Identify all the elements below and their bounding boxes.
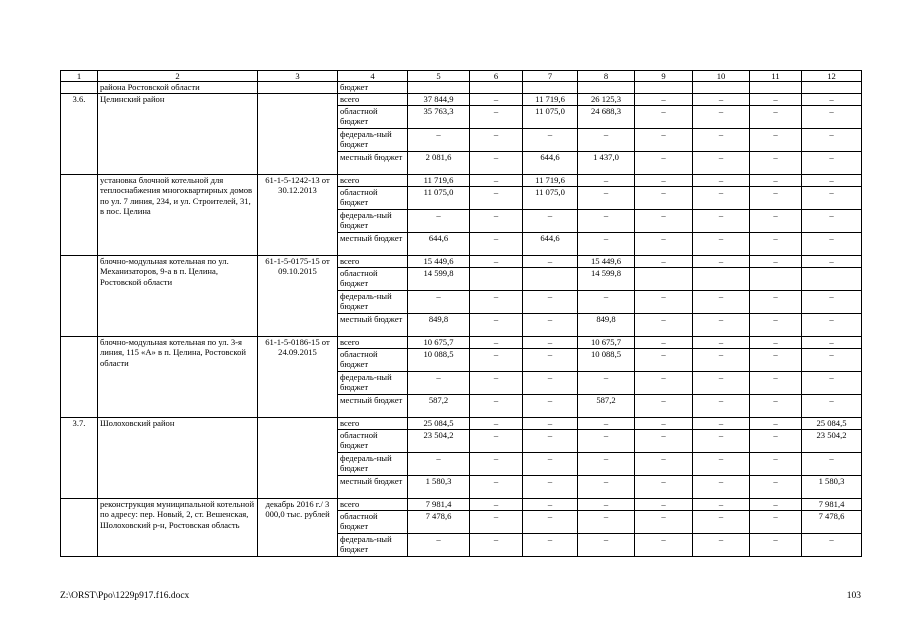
value-cell [693, 268, 750, 291]
value-cell: – [693, 534, 750, 557]
funding-source-cell: всего [338, 418, 408, 430]
value-cell: – [750, 94, 802, 106]
value-cell: 10 088,5 [408, 349, 470, 372]
value-cell: – [693, 430, 750, 453]
column-header: 12 [802, 71, 862, 82]
value-cell: – [750, 349, 802, 372]
value-cell: – [635, 372, 693, 395]
value-cell: – [802, 129, 862, 152]
value-cell: – [750, 372, 802, 395]
value-cell: – [802, 210, 862, 233]
value-cell: – [523, 395, 578, 418]
funding-source-cell: всего [338, 175, 408, 187]
value-cell: – [578, 233, 635, 256]
object-name-cell: района Ростовской области [98, 82, 258, 94]
funding-source-cell: местный бюджет [338, 476, 408, 499]
value-cell: – [523, 314, 578, 337]
value-cell: – [635, 152, 693, 175]
value-cell: 11 719,6 [408, 175, 470, 187]
object-name-cell: блочно-модульная котельная по ул. 3-я линия, 115 «А» в п. Целина, Ростовской области [98, 337, 258, 418]
funding-source-cell: местный бюджет [338, 395, 408, 418]
value-cell: 35 763,3 [408, 106, 470, 129]
value-cell: – [802, 175, 862, 187]
funding-source-cell: федераль-ный бюджет [338, 291, 408, 314]
document-cell: 61-1-5-1242-13 от 30.12.2013 [258, 175, 338, 256]
funding-source-cell: областной бюджет [338, 430, 408, 453]
value-cell: – [693, 175, 750, 187]
column-header: 4 [338, 71, 408, 82]
value-cell: – [693, 349, 750, 372]
value-cell: – [578, 499, 635, 511]
value-cell: 23 504,2 [408, 430, 470, 453]
object-name-cell: реконструкция муниципальной котельной по адресу: пер. Новый, 2, ст. Вешенская, Шолоховский р-н, Ростовская область [98, 499, 258, 557]
table-row [61, 256, 862, 268]
column-number-row [61, 71, 862, 82]
value-cell: – [750, 534, 802, 557]
value-cell: – [693, 372, 750, 395]
value-cell: – [470, 106, 523, 129]
value-cell: 11 075,0 [408, 187, 470, 210]
value-cell: – [802, 337, 862, 349]
value-cell: – [802, 372, 862, 395]
value-cell: – [693, 337, 750, 349]
value-cell [802, 268, 862, 291]
value-cell: – [578, 175, 635, 187]
row-number-cell [61, 82, 98, 94]
value-cell: – [635, 256, 693, 268]
value-cell: – [750, 129, 802, 152]
row-number-cell [61, 337, 98, 418]
row-number-cell [61, 499, 98, 557]
value-cell: – [693, 187, 750, 210]
footer-file-path: Z:\ORST\Ppo\1229p917.f16.docx [60, 591, 190, 601]
value-cell: – [523, 349, 578, 372]
value-cell: – [693, 233, 750, 256]
funding-source-cell: областной бюджет [338, 511, 408, 534]
object-name-cell: установка блочной котельной для теплоснабжения многоквартирных домов по ул. 7 линия, 234, и ул. Строителей, 31, в пос. Целина [98, 175, 258, 256]
value-cell: – [523, 372, 578, 395]
value-cell: 14 599,8 [578, 268, 635, 291]
table-row [61, 94, 862, 106]
value-cell: 37 844,9 [408, 94, 470, 106]
value-cell: – [750, 314, 802, 337]
value-cell: – [578, 418, 635, 430]
value-cell: – [523, 129, 578, 152]
value-cell: – [802, 453, 862, 476]
value-cell: – [750, 499, 802, 511]
value-cell: – [523, 291, 578, 314]
value-cell [750, 82, 802, 94]
column-header: 7 [523, 71, 578, 82]
value-cell: 1 580,3 [802, 476, 862, 499]
value-cell: 14 599,8 [408, 268, 470, 291]
object-name-cell: Шолоховский район [98, 418, 258, 499]
value-cell: – [635, 233, 693, 256]
column-header: 5 [408, 71, 470, 82]
value-cell: – [523, 210, 578, 233]
value-cell: – [802, 534, 862, 557]
value-cell: 587,2 [578, 395, 635, 418]
value-cell: – [750, 476, 802, 499]
value-cell: 644,6 [408, 233, 470, 256]
value-cell: 1 437,0 [578, 152, 635, 175]
value-cell: – [693, 94, 750, 106]
value-cell: – [408, 129, 470, 152]
document-cell [258, 418, 338, 499]
value-cell: – [693, 129, 750, 152]
value-cell: 15 449,6 [408, 256, 470, 268]
value-cell: – [693, 476, 750, 499]
table-row [61, 337, 862, 349]
value-cell: – [523, 256, 578, 268]
value-cell: – [635, 349, 693, 372]
value-cell: 10 088,5 [578, 349, 635, 372]
value-cell: – [578, 291, 635, 314]
value-cell: – [635, 210, 693, 233]
value-cell: – [693, 453, 750, 476]
table-row [61, 175, 862, 187]
document-cell [258, 94, 338, 175]
table-row [61, 418, 862, 430]
document-cell: декабрь 2016 г./ 3 000,0 тыс. рублей [258, 499, 338, 557]
value-cell [635, 268, 693, 291]
value-cell: – [635, 511, 693, 534]
value-cell: – [693, 152, 750, 175]
value-cell: – [470, 337, 523, 349]
value-cell: – [693, 210, 750, 233]
value-cell: – [802, 152, 862, 175]
value-cell: – [802, 395, 862, 418]
value-cell: – [523, 534, 578, 557]
value-cell [523, 268, 578, 291]
value-cell: – [523, 453, 578, 476]
value-cell: – [470, 534, 523, 557]
value-cell: – [470, 499, 523, 511]
value-cell: – [635, 430, 693, 453]
value-cell: – [523, 476, 578, 499]
value-cell: – [470, 418, 523, 430]
value-cell: – [635, 94, 693, 106]
table-row [61, 82, 862, 94]
value-cell: – [470, 187, 523, 210]
value-cell: 11 075,0 [523, 187, 578, 210]
value-cell: – [470, 94, 523, 106]
value-cell: – [470, 152, 523, 175]
value-cell: 25 084,5 [802, 418, 862, 430]
value-cell: – [802, 94, 862, 106]
object-name-cell: блочно-модульная котельная по ул. Механизаторов, 9-а в п. Целина, Ростовской области [98, 256, 258, 337]
value-cell: – [470, 256, 523, 268]
value-cell: 1 580,3 [408, 476, 470, 499]
value-cell: – [635, 453, 693, 476]
value-cell: – [408, 534, 470, 557]
row-number-cell [61, 175, 98, 256]
value-cell: – [750, 187, 802, 210]
value-cell: – [635, 418, 693, 430]
value-cell: – [470, 430, 523, 453]
value-cell: 10 675,7 [578, 337, 635, 349]
funding-source-cell: областной бюджет [338, 268, 408, 291]
value-cell: – [578, 210, 635, 233]
value-cell: – [578, 372, 635, 395]
funding-source-cell: федераль-ный бюджет [338, 210, 408, 233]
value-cell: – [802, 256, 862, 268]
value-cell: – [408, 291, 470, 314]
funding-source-cell: всего [338, 499, 408, 511]
value-cell: – [408, 210, 470, 233]
value-cell: – [750, 395, 802, 418]
value-cell: 26 125,3 [578, 94, 635, 106]
value-cell: – [750, 256, 802, 268]
funding-source-cell: местный бюджет [338, 152, 408, 175]
table-body [61, 71, 862, 557]
value-cell: – [470, 476, 523, 499]
value-cell: – [693, 256, 750, 268]
funding-source-cell: федераль-ный бюджет [338, 372, 408, 395]
value-cell [750, 268, 802, 291]
row-number-cell: 3.7. [61, 418, 98, 499]
value-cell: – [635, 534, 693, 557]
row-number-cell [61, 256, 98, 337]
document-cell: 61-1-5-0186-15 от 24.09.2015 [258, 337, 338, 418]
value-cell: 15 449,6 [578, 256, 635, 268]
value-cell: – [408, 453, 470, 476]
column-header: 11 [750, 71, 802, 82]
column-header: 6 [470, 71, 523, 82]
value-cell: – [802, 349, 862, 372]
value-cell: – [470, 372, 523, 395]
value-cell: – [802, 106, 862, 129]
value-cell: – [470, 233, 523, 256]
value-cell: – [523, 430, 578, 453]
funding-source-cell: федераль-ный бюджет [338, 453, 408, 476]
funding-source-cell: областной бюджет [338, 349, 408, 372]
column-header: 9 [635, 71, 693, 82]
value-cell: – [635, 291, 693, 314]
funding-source-cell: всего [338, 337, 408, 349]
value-cell: – [635, 395, 693, 418]
value-cell: 7 981,4 [408, 499, 470, 511]
value-cell [693, 82, 750, 94]
value-cell: – [750, 210, 802, 233]
budget-table [60, 70, 862, 557]
value-cell: 7 478,6 [408, 511, 470, 534]
value-cell: – [578, 430, 635, 453]
value-cell: – [693, 511, 750, 534]
value-cell: 7 981,4 [802, 499, 862, 511]
value-cell: – [635, 476, 693, 499]
object-name-cell: Целинский район [98, 94, 258, 175]
value-cell: – [693, 418, 750, 430]
value-cell: – [693, 291, 750, 314]
value-cell [408, 82, 470, 94]
value-cell: – [470, 291, 523, 314]
value-cell: – [802, 291, 862, 314]
document-cell [258, 82, 338, 94]
value-cell: – [635, 499, 693, 511]
value-cell: – [470, 129, 523, 152]
value-cell: – [750, 175, 802, 187]
value-cell: – [802, 187, 862, 210]
column-header: 8 [578, 71, 635, 82]
funding-source-cell: бюджет [338, 82, 408, 94]
value-cell: – [578, 534, 635, 557]
value-cell: – [523, 499, 578, 511]
value-cell: 849,8 [408, 314, 470, 337]
value-cell: 587,2 [408, 395, 470, 418]
funding-source-cell: федераль-ный бюджет [338, 129, 408, 152]
funding-source-cell: местный бюджет [338, 314, 408, 337]
funding-source-cell: федераль-ный бюджет [338, 534, 408, 557]
value-cell [470, 268, 523, 291]
value-cell: 849,8 [578, 314, 635, 337]
value-cell: – [802, 314, 862, 337]
value-cell: 11 719,6 [523, 94, 578, 106]
value-cell: – [635, 175, 693, 187]
value-cell: 11 075,0 [523, 106, 578, 129]
value-cell: – [635, 129, 693, 152]
value-cell: – [693, 395, 750, 418]
column-header: 1 [61, 71, 98, 82]
value-cell: – [635, 187, 693, 210]
value-cell: – [470, 511, 523, 534]
value-cell: – [523, 511, 578, 534]
value-cell: – [470, 349, 523, 372]
value-cell: – [470, 210, 523, 233]
funding-source-cell: всего [338, 256, 408, 268]
value-cell: – [523, 418, 578, 430]
value-cell: 23 504,2 [802, 430, 862, 453]
value-cell: – [693, 106, 750, 129]
value-cell: 644,6 [523, 152, 578, 175]
value-cell [635, 82, 693, 94]
value-cell [802, 82, 862, 94]
value-cell: 2 081,6 [408, 152, 470, 175]
value-cell: 24 688,3 [578, 106, 635, 129]
value-cell: – [693, 499, 750, 511]
column-header: 10 [693, 71, 750, 82]
value-cell: 7 478,6 [802, 511, 862, 534]
value-cell [578, 82, 635, 94]
column-header: 2 [98, 71, 258, 82]
value-cell: – [750, 337, 802, 349]
value-cell: – [750, 418, 802, 430]
value-cell: 25 084,5 [408, 418, 470, 430]
value-cell: – [470, 395, 523, 418]
value-cell: – [750, 152, 802, 175]
value-cell: – [693, 314, 750, 337]
value-cell: – [578, 476, 635, 499]
value-cell: – [523, 337, 578, 349]
value-cell [523, 82, 578, 94]
row-number-cell: 3.6. [61, 94, 98, 175]
column-header: 3 [258, 71, 338, 82]
value-cell: – [750, 291, 802, 314]
value-cell: 10 675,7 [408, 337, 470, 349]
value-cell: – [470, 314, 523, 337]
value-cell: – [750, 511, 802, 534]
value-cell: – [802, 233, 862, 256]
value-cell: – [470, 453, 523, 476]
value-cell: – [635, 106, 693, 129]
value-cell: – [635, 314, 693, 337]
table-row [61, 499, 862, 511]
value-cell [470, 82, 523, 94]
page-number: 103 [846, 591, 861, 601]
value-cell: – [750, 233, 802, 256]
value-cell: – [635, 337, 693, 349]
value-cell: – [470, 175, 523, 187]
funding-source-cell: областной бюджет [338, 187, 408, 210]
value-cell: – [750, 106, 802, 129]
value-cell: 644,6 [523, 233, 578, 256]
value-cell: – [578, 129, 635, 152]
value-cell: – [578, 511, 635, 534]
value-cell: – [750, 453, 802, 476]
value-cell: – [578, 453, 635, 476]
document-cell: 61-1-5-0175-15 от 09.10.2015 [258, 256, 338, 337]
value-cell: – [578, 187, 635, 210]
value-cell: – [408, 372, 470, 395]
funding-source-cell: областной бюджет [338, 106, 408, 129]
funding-source-cell: местный бюджет [338, 233, 408, 256]
value-cell: 11 719,6 [523, 175, 578, 187]
funding-source-cell: всего [338, 94, 408, 106]
value-cell: – [750, 430, 802, 453]
